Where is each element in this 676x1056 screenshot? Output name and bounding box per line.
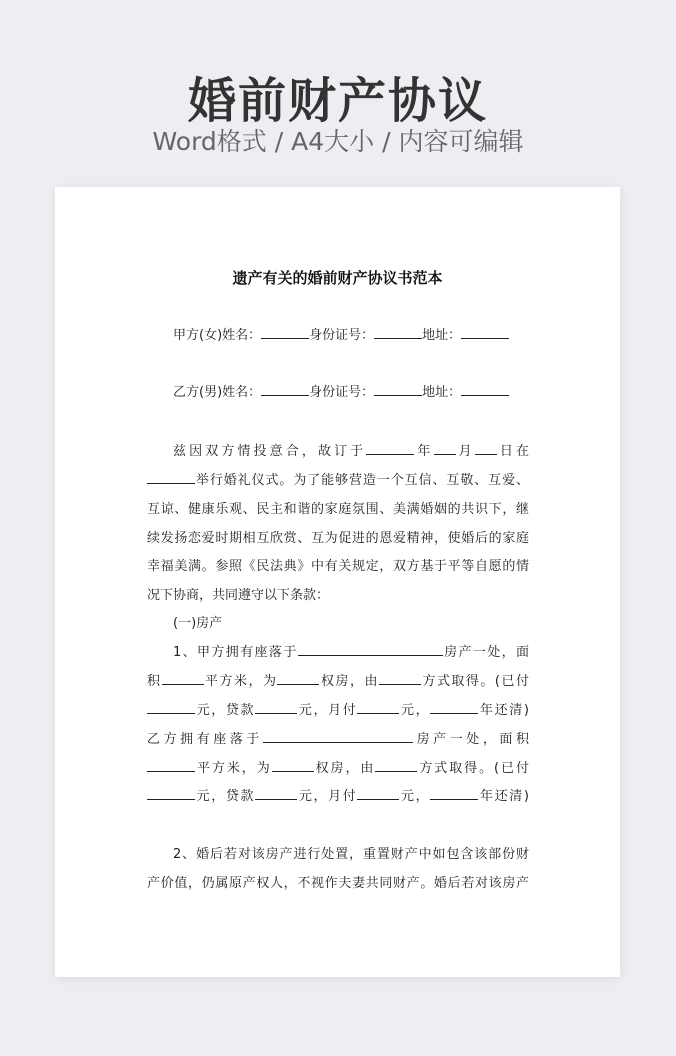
intro-text: 举行婚礼仪式。为了能够营造一个互信、互敬、互爱、: [195, 473, 529, 488]
party-a-line: [173, 324, 529, 343]
party-a-id-label: 身份证号：: [309, 328, 375, 343]
clause-text: 1、甲方拥有座落于: [173, 645, 298, 660]
clause-text: 元，月付: [297, 789, 358, 804]
banner-subtitle: Word格式 / A4大小 / 内容可编辑: [152, 127, 524, 156]
clause1-line-5: [147, 757, 529, 776]
intro-line-3: 互谅、健康乐观、民主和谐的家庭氛围、美满婚姻的共识下，继: [147, 502, 529, 517]
house-b-method-blank[interactable]: [375, 758, 417, 772]
house-a-right-blank[interactable]: [277, 671, 319, 685]
month-blank[interactable]: [434, 441, 456, 455]
document-title: 遗产有关的婚前财产协议书范本: [232, 269, 443, 287]
clause-text: 房产一处，面积: [413, 732, 529, 747]
house-b-location-blank[interactable]: [263, 729, 413, 743]
section-heading-house: (一)房产: [173, 616, 223, 631]
clause-text: 元，: [399, 789, 431, 804]
intro-line-6: 况下协商，共同遵守以下条款：: [147, 588, 330, 603]
intro-text: 日在: [496, 444, 529, 459]
clause-text: 平方米，为: [195, 761, 272, 776]
party-a-id-blank[interactable]: [374, 325, 422, 339]
day-blank[interactable]: [475, 441, 497, 455]
party-b-line: [173, 381, 529, 400]
house-a-paid-blank[interactable]: [147, 700, 195, 714]
house-b-paid-blank[interactable]: [147, 786, 195, 800]
document-page: [55, 187, 620, 977]
house-a-monthly-blank[interactable]: [357, 700, 399, 714]
clause1-line-3: [147, 699, 529, 718]
party-b-id-blank[interactable]: [374, 382, 422, 396]
party-b-name-blank[interactable]: [261, 382, 309, 396]
party-a-label: 甲方(女)姓名：: [173, 328, 262, 343]
intro-text: 月: [455, 444, 475, 459]
clause-text: 积: [147, 674, 162, 689]
party-b-id-label: 身份证号：: [309, 385, 375, 400]
clause1-line-2: [147, 670, 529, 689]
banner-title: 婚前财产协议: [187, 73, 488, 129]
year-blank[interactable]: [366, 441, 414, 455]
party-b-address-blank[interactable]: [461, 382, 509, 396]
intro-text: 兹因双方情投意合，故订于: [173, 444, 367, 459]
clause-text: 元，贷款: [195, 703, 256, 718]
clause-text: 房产一处，面: [442, 645, 529, 660]
party-a-name-blank[interactable]: [261, 325, 309, 339]
clause-text: 方式取得。(已付: [417, 761, 529, 776]
clause-text: 年还清): [478, 789, 529, 804]
intro-line-4: 续发扬恋爱时期相互欣赏、互为促进的恩爱精神，使婚后的家庭: [147, 531, 529, 546]
intro-line-1: [173, 440, 529, 459]
clause-text: 权房，由: [319, 674, 379, 689]
clause-text: 平方米，为: [203, 674, 278, 689]
clause2-line-2: 产价值，仍属原产权人，不视作夫妻共同财产。婚后若对该房产: [147, 876, 529, 891]
clause-text: 元，月付: [297, 703, 358, 718]
house-b-years-blank[interactable]: [430, 786, 478, 800]
house-b-loan-blank[interactable]: [255, 786, 297, 800]
house-a-years-blank[interactable]: [430, 700, 478, 714]
house-a-loan-blank[interactable]: [255, 700, 297, 714]
clause1-line-6: [147, 785, 529, 804]
intro-line-2: [147, 469, 529, 488]
clause-text: 乙方拥有座落于: [147, 732, 263, 747]
intro-text: 年: [414, 444, 434, 459]
clause-text: 元，: [399, 703, 431, 718]
house-a-method-blank[interactable]: [379, 671, 421, 685]
party-b-label: 乙方(男)姓名：: [173, 385, 262, 400]
party-a-address-label: 地址：: [422, 328, 462, 343]
clause1-line-4: [147, 728, 529, 747]
party-b-address-label: 地址：: [422, 385, 462, 400]
clause1-line-1: [173, 641, 529, 660]
clause2-line-1: 2、婚后若对该房产进行处置，重置财产中如包含该部份财: [173, 847, 529, 862]
house-b-right-blank[interactable]: [272, 758, 314, 772]
house-b-area-blank[interactable]: [147, 758, 195, 772]
clause-text: 元，贷款: [195, 789, 256, 804]
clause-text: 年还清): [478, 703, 529, 718]
party-a-address-blank[interactable]: [461, 325, 509, 339]
place-blank[interactable]: [147, 470, 195, 484]
clause-text: 方式取得。(已付: [420, 674, 529, 689]
intro-line-5: 幸福美满。参照《民法典》中有关规定，双方基于平等自愿的情: [147, 559, 529, 574]
house-b-monthly-blank[interactable]: [357, 786, 399, 800]
clause-text: 权房，由: [313, 761, 376, 776]
house-a-location-blank[interactable]: [298, 642, 443, 656]
house-a-area-blank[interactable]: [162, 671, 204, 685]
